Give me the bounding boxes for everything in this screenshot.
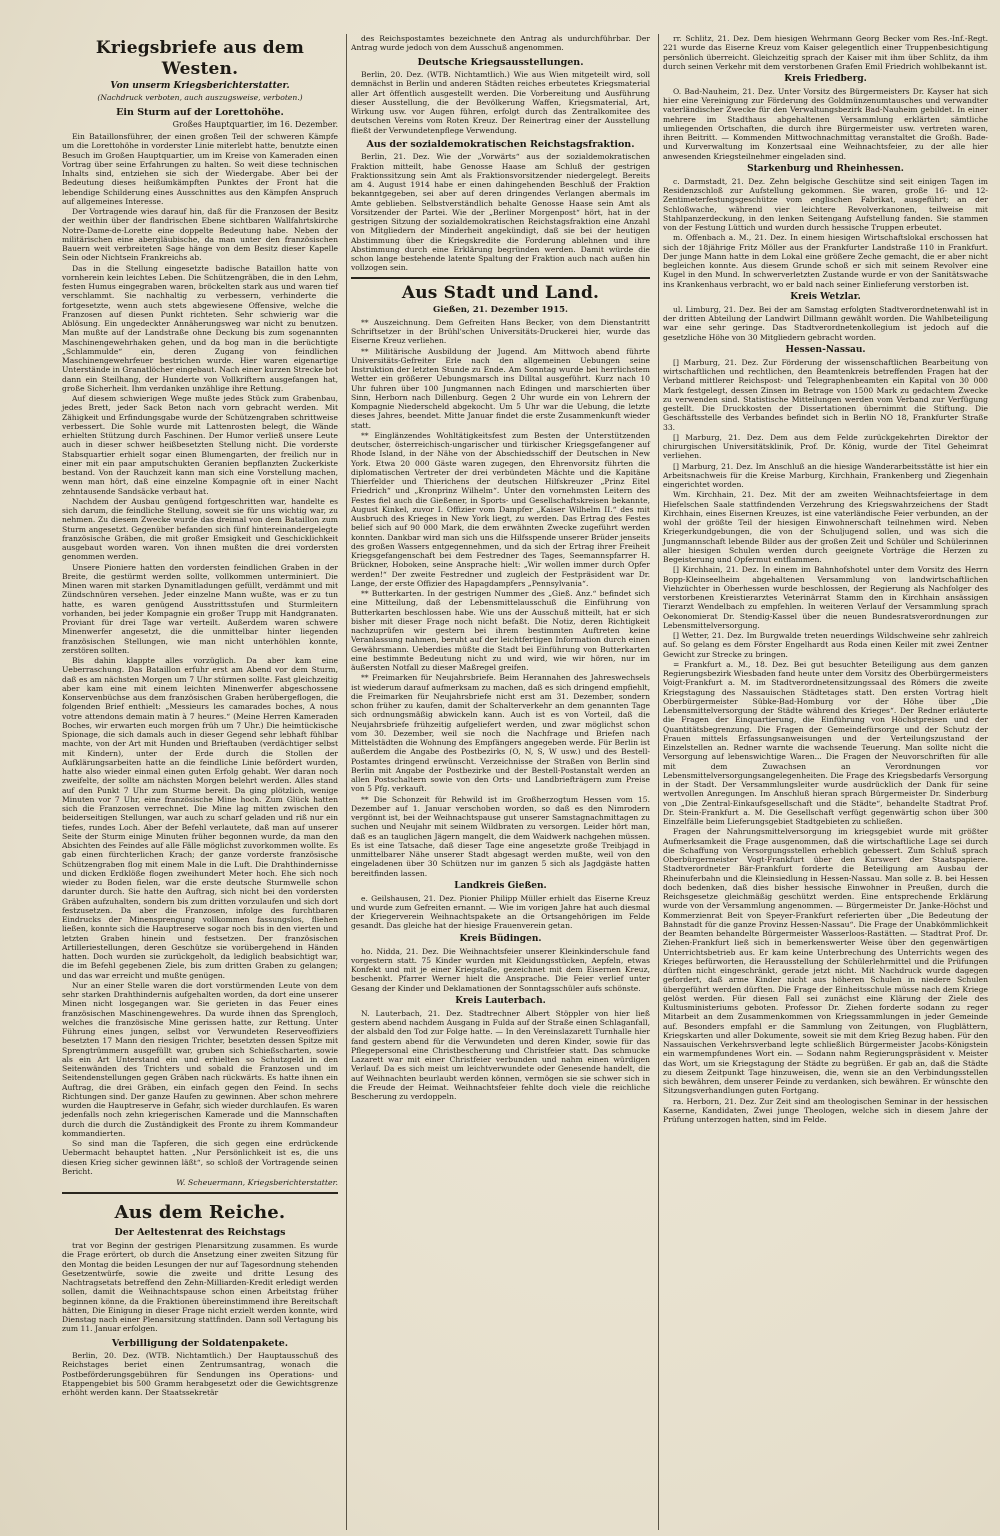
paragraph: Fragen der Nahrungsmittelversorgung im kriegsgebiet wurde mit größter Aufmerksamkeit die Frage ausgenommen, daß die wirtschaftliche Lage sei durch die Schaffung von Versorgungsstellen erheblich gebessert. Zum Schluß sprach Oberbürgermeister Vogt-Frankfurt über den Kurswert der Staatspapiere. Stadtverordneter Bär-Frankfurt forderte die Beteiligung am Ausbau der Rheinuferbahn und die Kleinsiedlung in Hessen-Nassau. Man solle z. B. bei Hessen doch bedenken, daß dies bisher hessische Einwohner in Preußen, durch die Reichsgesetze gleichmäßig geschützt werden. Eine entsprechende Erklärung wurde von der Versammlung angenommen. — Bürgermeister Dr. Janke-Höchst und Kommerzienrat Beit von Speyer-Frankfurt referierten über „Die Bedeutung der Bahnstadt für die ganze Provinz Hessen-Nassau“. Die Frage der Unabkömmlichkeit der Beamten behandelte Bürgermeister Wasserloos-Rastätten. — Stadtrat Prof. Dr. Ziehen-Frankfurt ließ sich in bemerkenswerter Weise über den gegenwärtigen Unterrichtsbetrieb aus. Er kam keine Unterbrechung des Unterrichts wegen des Krieges befürworten, die Herausstellung der Schülerlehrmittel und die Prüfungen dürften nicht eingeschränkt, gerade jetzt nicht. Mit Nachdruck wurde dagegen gefordert, daß arme Kinder nicht aus höheren Schulen in niedere Schulen übergeführt werden dürften. Die Frage der Einheitsschule müsse nach dem Kriege gelöst werden. Für diesen Fall sei zunächst eine Klärung der Ziele des Kultusministeriums geboten. Professor Dr. Ziehen forderte sodann zu reger Mitarbeit an dem Zusammenkommen von Kriegssammlungen in jeder Gemeinde auf. Besonders empfahl er die Sammlung von Zeitungen, von Flugblättern, Kriegskarten und aller Dokumente, soweit sie mit dem Krieg Bezug haben. Für den Nassauischen Verkehrsverband legte schließlich Bürgermeister Jacobs-Königstein ein warmempfundenes Wort ein. — Sodann nahm Regierungspräsident v. Meister das Wort, um sie Kriegstagung der Städte zu begrüßen. Er gab an, daß die Städte zu diesem Zeitpunkt Tage hinzuweisen, die, wenn sie an den Verbindungsstellen sich bewähren, dem unserer Feinde zu verdanken, sich bewähren. Er wünschte den Sitzungsverhandlungen guten Fortgang.: [663, 827, 988, 1096]
paragraph: [] Marburg, 21. Dez. Im Anschluß an die hiesige Wanderarbeitsstätte ist hier ein Arbeitsnachweis für die Kreise Marburg, Kirchhain, Frankenberg und Ziegenhain eingerichtet worden.: [663, 461, 988, 490]
paragraph: c. Darmstadt, 21. Dez. Zehn belgische Geschütze sind seit einigen Tagen im Residenzschloß zur Aufstellung gekommen. Sie waren, große 16- und 12-Zentimeterfestungsgeschütze vom englischen Fabrikat, ausgeführt; an der Schloßwache, während vier leichtere Revolverkanonen, teilweise mit Stahlpanzerdeckung, in den lenken Seitengang Aufstellung fanden. Sie stammen von der Festung Lüttich und wurden durch hessische Truppen erbeutet.: [663, 176, 988, 233]
paragraph: N. Lauterbach, 21. Dez. Stadtrechner Albert Stöppler von hier ließ gestern abend nachdem Ausgang in Fulda auf der Straße einen Schlaganfall, der alsbald den Tod zur Folge hatte. — In den Vereinslazarett Turnhalle hier fand gestern abend für die Verwundeten und deren Kinder, sowie für das Pflegepersonal eine Christbescherung und Christfeier statt. Das schmucke Lazarett war mit einer Christfeier verbunden und nahm einen würdigen Verlauf. Da es sich meist um leichtverwundete oder Genesende handelt, die auf Weihnachten beurlaubt werden können, vermögen sie sie schwer sich in die Freude der Heimat. Weihnachtsfeier fehlte doch viele die reichliche Bescherung zu verdoppeln.: [351, 1008, 650, 1102]
paragraph: des Reichspostamtes bezeichnete den Antrag als undurchführbar. Der Antrag wurde jedoch von dem Ausschuß angenommen.: [351, 34, 650, 53]
paragraph: ra. Herborn, 21. Dez. Zur Zeit sind am theologischen Seminar in der hessischen Kaserne, Kandidaten, Zwei junge Theologen, welche sich in diesem Jahre der Prüfung unterzogen hatten, sind im Felde.: [663, 1096, 988, 1125]
kreis-heading: Kreis Wetzlar.: [790, 291, 861, 302]
section-title: Deutsche Kriegsausstellungen.: [417, 56, 584, 68]
paragraph: Unsere Pioniere hatten den vordersten feindlichen Graben in der Breite, die gestürmt werden sollte, vollkommen unterminiert. Die Minen waren mit starken Dynamitladungen gefüllt, verdämmt und mit Zündschnüren versehen. Jeder einzelne Mann wußte, was er zu tun hatte, es waren genügend Ausstrittsstufen und Sturmleitern vorhanden, bei jeder Kompagnie ein großer Trupp mit Handgranaten. Proviant für drei Tage war verteilt. Außerdem waren schwere Minenwerfer angesetzt, die die unmittelbar hinter liegenden französischen Stellungen, wie man nicht unterhöhlen konnte, zerstören sollten.: [62, 562, 338, 655]
signature: W. Scheuermann, Kriegsberichterstatter.: [176, 1178, 338, 1188]
paragraph: Ein Bataillonsführer, der einen großen Teil der schweren Kämpfe um die Lorettohöhe in vorderster Linie miterlebt hatte, benutzte einen Besuch im Großen Hauptquartier, um im Kreise von Kameraden einen Vortrag über seine Erfahrungen zu halten. So weit diese technischen Inhalts sind, entziehen sie sich der Wiedergabe. Aber bei der Bedeutung dieses heißumkämpften Punktes der Front hat die lebendige Schilderung eines Ausschnittes aus den Kämpfen Anspruch auf allgemeines Interesse.: [62, 132, 338, 206]
article-title: Ein Sturm auf der Lorettohöhe.: [116, 106, 284, 118]
column-1: [58, 34, 342, 1530]
paragraph: ho. Nidda, 21. Dez. Die Weihnachtsfeier unserer Kleinkinderschule fand vorgestern statt. 75 Kinder wurden mit Kleidungsstücken, Aepfeln, etwas Konfekt und mit je einer Kriegstaße, gezeichnet mit dem Eisernen Kreuz, beschenkt. Pfarrer Werner hielt die Ansprache. Die Feier verlief unter Gesang der Kinder und Deklamationen der Sonntagsschüler aufs schönste.: [351, 946, 650, 993]
paragraph: Nachdem der Ausbau genügend fortgeschritten war, handelte es sich darum, die feindliche Stellung, soweit sie für uns wichtig war, zu nehmen. Zu diesem Zwecke wurde das dreimal von dem Bataillon zum Sturm angesetzt. Gegenüber befanden sich fünf hintereinandergelegte französische Gräben, die mit großer Emsigkeit und Geschicklichkeit ausgebaut worden waren. Von ihnen mußten die drei vordersten genommen werden.: [62, 496, 338, 562]
paragraph: Wm. Kirchhain, 21. Dez. Mit der am zweiten Weihnachtsfeiertage in dem Hiefelschen Saale stattfindenden Verzehrung des Kriegswahrzeichens der Stadt Kirchhain, eines Eisernen Kreuzes, ist eine vaterländische Feier verbunden, an der wohl der größte Teil der hiesigen Einwohnerschaft teilnehmen wird. Neben Kriegerkundgebungen, die von der Schuljugend sollen, und was sich die Jungmannschaft lebende Bilder aus der großen Zeit und Schüler und Schülerinnen aller hiesigen Schulen werden durch geeignete Vorträge die Herzen zu Begeisterung und Opfermut entflammen.: [663, 490, 988, 565]
section-title: Verbilligung der Soldatenpakete.: [111, 1337, 289, 1349]
divider: [351, 277, 650, 279]
paragraph: Nur an einer Stelle waren die dort vorstürmenden Leute von dem sehr starken Drahthindernis aufgehalten worden, da dort eine unserer Minen nicht losgegangen war. Sie gerieten in das Feuer eines französischen Maschinengewehres. Da wurde ihnen das Sprengloch, welches die französische Mine gerissen hatte, zur Rettung. Unter Führung eines jungen, selbst vor Verwundeten Reserveoffiziers besetzten 17 Mann den riesigen Trichter, besetzten dessen Spitze mit Sprengtrümmern ausgefüllt war, gruben sich Schießscharten, sowie als ein Art Unterstand ein und erhielten so Schutzgeld in den Seitenwänden des Trichters und sobald die Franzosen und im Seitendenstellungen gegen Gräben nach rückwärts. Es hatte ihnen ein Auftrag, die drei Gräben, ein einfach gegen den Feind. In sechs Richtungen sind. Der ganze Haufen zu gewinnen. Aber schon mehrere wurden die Hauptreserve in Gefahr, sich wieder durchlaufen. Es waren jedenfalls noch zehn kriegerischen Kamerade und die Mannschaften durch die durch die Zuständigkeit des Fronte zu ihrem Kommandeur kommandierten.: [62, 980, 338, 1138]
paragraph: [] Marburg, 21. Dez. Zur Förderung der wissenschaftlichen Bearbeitung von wirtschaftlichen und rechtlichen, den Beamtenkreis betreffenden Fragen hat der Verband mittlerer Reichspost- und Telegraphenbeamten ein Kapital von 30 000 Mark festgelegt, dessen Zinsen im Betrage von 1500 Mark zu gedachtem Zwecke zu verwenden sind. Statistische Mitteilungen werden vom Verband zur Verfügung gestellt. Die Druckkosten der Dissertationen übernimmt die Stiftung. Die Geschäftsstelle des Verbandes befindet sich in Berlin NO 18, Frankfurter Straße 33.: [663, 357, 988, 432]
paragraph: = Frankfurt a. M., 18. Dez. Bei gut besuchter Beteiligung aus dem ganzen Regierungsbezirk Wiesbaden fand heute unter dem Vorsitz des Oberbürgermeisters Voigt-Frankfurt a. M. im Stadtverordnetensitzungssaal des Römers die zweite Kriegstagung des Nassauischen Städtetages statt. Den ersten Vortrag hielt Oberbürgermeister Sübke-Bad-Homburg vor der Höhe über „Die Lebensmittelversorgung der Städte während des Krieges“. Der Redner erläuterte die Fragen der Einquartierung, die Einführung von Höchstpreisen und der Quantitätsbegrenzung. Die Fragen der Gemeindefürsorge und der Schutz der Frauen mittels Erfassungsanweisungen und der Verteilungszustand der Einzelstellen an. Redner warnte die wachsende Teuerung. Man sollte nicht die Versorgung auf lebenswichtige Waren... Die Fragen der Neuvorschriften für alle mit dem Zuwachsen an Verordnungen vor Lebensmittelversorgungsangelegenheiten. Die Frage des Kriegsbedarfs Versorgung in der Stadt. Der Versammlungsleiter wurde ausdrücklich der Dank für seine wertvollen Anregungen. Im Anschluß hieran sprach Bürgermeister Dr. Sinderburg von „Die Zentral-Einkaufsgesellschaft und die Städte“, behandelte Stadtrat Prof. Dr. Stein-Frankfurt a. M. Die Gesellschaft verfügt gegenwärtig schon über 300 Einzelfälle beim Lieferungsgebiet Stadtgebieten zu schließen.: [663, 659, 988, 827]
paragraph: Auf diesem schwierigen Wege mußte jedes Stück zum Grabenbau, jedes Brett, jeder Sack Beton nach vorn gebracht werden. Mit Zähigkeit und Erfindungsgabe wurde der Schützengraben schrittweise verbessert. Die Sohle wurde mit Lattenrosten belegt, die Wände erhielten Stützung durch Faschinen. Der Humor verließ unsere Leute auch in dieser schwer heißbesetzten Stellung nicht. Die vorderste Stabsquartier erhielt sogar einen Blumengarten, der freilich nur in einer mit ein paar amputschukten Geranien bepflanzten Zuckerkiste bestand. Von der Rauchzeit kann man sich eine Vorstellung machen, wenn man hört, daß eine einzelne Kompagnie oft in einer Nacht zehntausende Sandsäcke verbaut hat.: [62, 394, 338, 496]
column-2: [346, 34, 654, 1530]
kreis-heading: Starkenburg und Rheinhessen.: [747, 163, 904, 174]
paragraph: So sind man die Tapferen, die sich gegen eine erdrückende Uebermacht behauptet hatten. „Nur Persönlichkeit ist es, die uns diesen Krieg sicher gewinnen läßt“, so schloß der Vortragende seinen Bericht.: [62, 1139, 338, 1176]
section-title: Aus der sozialdemokratischen Reichstagsfraktion.: [366, 138, 635, 150]
paragraph: ** Militärische Ausbildung der Jugend. Am Mittwoch abend führte Universitäts-Gefreiter Erle nach den allgemeinen Uebungen seine Instruktion der letzten Stunde zu Ende. Am Sonntag wurde bei herrlichstem Wetter ein größerer Uebungsmarsch ins Dilltal ausgeführt. Kurz nach 10 Uhr fuhren über 100 Jungmannen nach Edingen und marschierten über Sinn, Herborn nach Dillenburg. Gegen 2 Uhr wurde ein von Lehrern der Kompagnie Niederscheld abgekocht. Um 5 Uhr war die Uebung, die letzte dieses Jahres, beendet. Mitte Januar findet die erste Zusammenkunft wieder statt.: [351, 346, 650, 430]
kreis-heading: Kreis Büdingen.: [459, 933, 542, 944]
paragraph: [] Marburg, 21. Dez. Dem aus dem Felde zurückgekehrten Direktor der chirurgischen Universitätsklinik, Prof. Dr. König, wurde der Titel Geheimrat verliehen.: [663, 432, 988, 461]
paragraph: ** Die Schonzeit für Rehwild ist im Großherzogtum Hessen vom 15. Dezember auf 1. Januar verschoben worden, so daß es den Nimrodern vergönnt ist, bei der Weihnachtspause gut unserer Samstagnachmittagen zu suchen und Neujahr mit seinem Wildbraten zu versorgen. Leider hört man, daß es an tauglichen Jägern mangelt, die dem Waidwerk nachgehen müssen. Es ist eine Tatsache, daß dieser Tage eine angesetzte große Treibjagd in unmittelbarer Nähe unserer Stadt abgesagt werden mußte, weil von den eingeladenen über 30 Schützen nur im ganzen 5 sich als Jagdgäste hatten bereitfinden lassen.: [351, 794, 650, 878]
dateline: Gießen, 21. Dezember 1915.: [432, 305, 569, 316]
kreis-heading: Kreis Friedberg.: [784, 74, 867, 84]
paragraph: Der Vortragende wies darauf hin, daß für die Franzosen der Besitz der weithin über der flandrischen Ebene sichtbaren Wallfahrtskirche Notre-Dame-de-Lorette eine doppelte Bedeutung habe. Neben der militärischen eine abergläubische, da man unter den französischen Bauern weit verbreiteten Sage hänge von dem Besitz dieser Kapelle Sein oder Nichtsein Frankreichs ab.: [62, 207, 338, 263]
paragraph: e. Geilshausen, 21. Dez. Pionier Philipp Müller erhielt das Eiserne Kreuz und wurde zum Gefreiten ernannt. — Wie im vorigen Jahre hat auch diesmal der Kriegerverein Weihnachtspakete an die Ortsangehörigen im Felde gesandt. Das gleiche hat der hiesige Frauenverein getan.: [351, 893, 650, 931]
paragraph: Berlin, 20. Dez. (WTB. Nichtamtlich.) Der Hauptausschuß des Reichstages beriet einen Zentrumsantrag, wonach die Postbeförderungsgebühren für Sendungen ins Operations- und Etappengebiet bis 500 Gramm herabgesetzt oder die Gewichtsgrenze erhöht werden kann. Der Staatssekretär: [62, 1351, 338, 1398]
columns: [58, 34, 986, 1530]
headline-aus-dem-reiche: Aus dem Reiche.: [114, 1201, 286, 1223]
column-3: [658, 34, 992, 1530]
paragraph: Bis dahin klappte alles vorzüglich. Da aber kam eine Ueberraschung. Das Bataillon erfuhr erst am Abend vor dem Sturm, daß es am nächsten Morgen um 7 Uhr stürmen sollte. Fast gleichzeitig aber kam eine mit einem leichten Minenwerfer abgeschossene Konservenbüchse aus dem französischen Graben herübergeflogen, die folgenden Brief enthielt: „Messieurs les camarades boches, A nous votre attendons demain matin à 7 heures.“ (Meine Herren Kameraden Boches, wir erwarten euch morgen früh um 7 Uhr.) Die heimtückische Spionage, die sich damals auch in dieser Gegend sehr lebhaft fühlbar machte, von der Art mit Hunden und Brieftauben (verdächtiger selbst mit Kindern), unter der Erde durch die Stollen der Aufklärungsarbeiten hatte an die feindliche Linie befördert wurden, hatte also wieder einmal einen guten Erfolg gehabt. Wer daran noch zweifelte, der sollte am nächsten Morgen belehrt werden. Alles stand auf den Punkt 7 Uhr zum Sturme bereit. Da ging plötzlich, wenige Minuten vor 7 Uhr, eine französische Mine hoch. Zum Glück hatten sich die Franzosen verrechnet. Die Mine lag mitten zwischen den beiderseitigen Stellungen, war auch zu scharf geladen und riß nur ein tiefes, rundes Loch. Aber der Befehl verlautete, daß man auf unserer Seite der Sturm einige Minuten früher begonnen wurde, da man den Absichten des Feindes auf alle Fälle möglichst zuvorkommen wollte. Es gab einen fürchterlichen Krach; der ganze vorderste französische Schützengraben flog mit einem Male in die Luft. Die Drahthindernisse und dicken Erdklöße flogen zweihundert Meter hoch. Ehe sich noch wieder zu Boden fielen, war die erste deutsche Sturmwelle schon darunter durch. Sie hatte den Auftrag, sich nicht bei den vordersten Gräben aufzuhalten, sondern bis zum dritten vorzulaufen und sich dort festzusetzen. Da aber die Franzosen, infolge des furchtbaren Eindrucks der Minensprengung vollkommen fassungslos, fliehen ließen, konnte sich die Hauptreserve sogar noch bis in den vierten und letzten Graben hinein und festsetzen. Der französischen Artilleriestellungen, deren Geschütze sie vorübergehend in Händen hatten. Doch wurden sie zurückgeholt, da lediglich beabsichtigt war, die im Befehl gegebenen Ziele, bis zum dritten Graben zu gelangen; und das war erreicht und mußte genügen.: [62, 656, 338, 980]
kreis-heading: Landkreis Gießen.: [454, 880, 547, 891]
divider: [62, 1192, 338, 1194]
paragraph: Berlin, 20. Dez. (WTB. Nichtamtlich.) Wie aus Wien mitgeteilt wird, soll demnächst in Berlin und anderen Städten reiches erbeutetes Kriegsmaterial aller Art öffentlich ausgestellt werden. Die Vorbereitung und Ausführung dieser Ausstellung, die der Bevölkerung Waffen, Kriegsmaterial, Art, Wirkung usw. vor Augen führen, erfolgt durch das Zentralkomitee des deutschen Vereins vom Roten Kreuz. Der Reinertrag einer der Ausstellung fließt der Verwundetenpflege Verwendung.: [351, 70, 650, 135]
headline-aus-stadt-und-land: Aus Stadt und Land.: [401, 282, 600, 303]
paragraph: [] Wetter, 21. Dez. Im Burgwalde treten neuerdings Wildschweine sehr zahlreich auf. So gelang es dem Förster Engelhardt aus Roda einen Keiler mit zwei Zentner Gewicht zur Strecke zu bringen.: [663, 631, 988, 659]
paragraph: rr. Schlitz, 21. Dez. Dem hiesigen Wehrmann Georg Becker vom Res.-Inf.-Regt. 221 wurde das Eiserne Kreuz vom Kaiser gelegentlich einer Truppenbesichtigung persönlich überreicht. Gleichzeitig sprach der Kaiser mit ihm über Schlitz, da ihm durch seinen Verkehr mit dem verstorbenen Grafen Emil Friedrich wohlbekannt ist.: [663, 34, 988, 71]
kreis-heading: Hessen-Nassau.: [785, 344, 866, 355]
dateline: Großes Hauptquartier, im 16. Dezember.: [172, 120, 338, 130]
paragraph: O. Bad-Nauheim, 21. Dez. Unter Vorsitz des Bürgermeisters Dr. Kayser hat sich hier eine Vereinigung zur Förderung des Goldmünzenumtausches und verwandter vaterländischer Zwecke für den Verwaltungsbezirk Bad-Nauheim gebildet. In einer mehrere im Stadthaus abgehaltenen Versammlung erklärten sämtliche umliegenden Ortschaften, die durch ihre Bürgermeister usw. vertreten waren, ihren Beitritt. — Kommenden Mittwochnachmittag veranstaltet die Großh. Bade- und Kurverwaltung im Konzertsaal eine Weihnachtsfeier, zu der alle hier anwesenden Kriegsteilnehmer eingeladen sind.: [663, 86, 988, 161]
paragraph: trat vor Beginn der gestrigen Plenarsitzung zusammen. Es wurde die Frage erörtert, ob durch die Ansetzung einer zweiten Sitzung für den Montag die beiden Lesungen der nur auf Tagesordnung stehenden Gesetzentwürfe, sowie die zweite und dritte Lesung des Nachtragsetats betreffend den Zehn-Milliarden-Kredit erledigt werden sollen, damit die Weihnachtspause schon einen Arbeitstag früher beginnen könne, da die Fraktionen übereinstimmend ihre Bereitschaft hätten, Die Einigung in dieser Frage nicht erzielt werden konnte, wird Dienstag nach einer Plenarsitzung stattfinden. Dann soll Vertagung bis zum 11. Januar erfolgen.: [62, 1241, 338, 1334]
paragraph: ul. Limburg, 21. Dez. Bei der am Samstag erfolgten Stadtverordnetenwahl ist in der dritten Abteilung der Landwirt Dillmann gewählt worden. Die Wahlbeteiligung war eine sehr geringe. Das Stadtverordnetenkollegium ist jedoch auf die gesetzliche Höhe von 30 Mitgliedern gebracht worden.: [663, 304, 988, 342]
paragraph: m. Offenbach a. M., 21. Dez. In einem hiesigen Wirtschaftslokal erschossen hat sich der 18jährige Fritz Möller aus der Frankfurter Landstraße 110 in Frankfurt. Der junge Mann hatte in dem Lokal eine größere Zeche gemacht, die er aber nicht begleichen konnte. Aus diesem Grunde schoß er sich mit seinem Revolver eine Kugel in den Mund. In schwerverletzten Zustande wurde er von der Sanitätswache ins Krankenhaus verbracht, wo er bald nach seiner Einlieferung verstorben ist.: [663, 233, 988, 289]
headline-kriegsbriefe: Kriegsbriefe aus dem Westen.: [95, 38, 305, 79]
kreis-heading: Kreis Lauterbach.: [455, 995, 546, 1006]
paragraph: ** Freimarken für Neujahrsbriefe. Beim Herannahen des Jahreswechsels ist wiederum darauf aufmerksam zu machen, daß es sich dringend empfiehlt, die Freimarken für Neujahrsbriefe nicht erst am 31. Dezember, sondern schon früher zu kaufen, damit der Schalterverkehr an dem genannten Tage sich ordnungsmäßig abwickeln kann. Auch ist es von Vorteil, daß die Neujahrsbriefe frühzeitig aufgeliefert werden, und zwar möglichst schon vom 30. Dezember, weil sie noch die Nachfrage und Briefen nach Mittelstädten die Wohnung des Empfängers angegeben werde. Für Berlin ist außerdem die Angabe des Postbezirks (O, N, S, W usw.) und des Bestell-Postamtes dringend erwünscht. Verzeichnisse der Straßen von Berlin sind Berlin mit Angabe der Postbezirke und der Bestell-Postanstalt werden an allen Postschaltern sowie von den Orts- und Landbriefträgern zum Preise von 5 Pfg. verkauft.: [351, 673, 650, 794]
paragraph: ** Auszeichnung. Dem Gefreiten Hans Becker, von dem Dienstantritt Schriftsetzer in der Brühl'schen Universitäts-Druckerei hier, wurde das Eiserne Kreuz verliehen.: [351, 317, 650, 346]
paragraph: ** Einglänzendes Wohltätigkeitsfest zum Besten der Unterstützenden deutscher, österreichisch-ungarischer und türkischer Kriegsgefangener auf Rhode Island, in der Nähe von der Abschiedsschiff der Deutschen in New York. Etwa 20 000 Gäste waren zugegen, den Ehrenvorsitz führten die diplomatischen Vertreter der drei verbündeten Mächte und die Kapitäne Thierfelder und Thierichens der deutschen Hilfskreuzer „Prinz Eitel Friedrich“ und „Kronprinz Wilhelm“. Unter den vornehmsten Leitern des Festes fiel auch die Gießener, in Sports- und Gesellschaftskreisen bekannte, August Kinkel, zuvor I. Offizier vom Dampfer „Kaiser Wilhelm II.“ des mit Ausbruch des Krieges in New York liegt, zu werden. Das Ertrag des Festes belief sich auf 90 000 Mark, die dem erwähnten Zwecke zugeführt werden konnten. Dankbar wird man sich uns die Hilfsspende unserer Brüder jenseits des großen Wassers entgegennehmen, und da sich der Ertrag ihrer Freiheit Kriegsgefangenschaft bei dem Festredner des Tages, Seemannspfarrer H. Brückner, Hoboken, seine Ansprache hielt: „Wir wollen immer durch Opfer werden!“ Der zweite Festredner und zugleich der Festpräsident war Dr. Lange, der erste Offizier des Hapagdampfers „Pennsylvania“.: [351, 430, 650, 588]
paragraph: ** Butterkarten. In der gestrigen Nummer des „Gieß. Anz.“ befindet sich eine Mitteilung, daß der Lebensmittelausschuß die Einführung von Butterkarten beschlossen habe. Wie uns der Ausschuß mitteilt, hat er sich bisher mit dieser Frage noch nicht befaßt. Die Notiz, deren Richtigkeit nachzuprüfen wir gestern bei ihrem bestimmten Auftreten keine Veranlassung nahmen, beruht auf der leichtfertigen Information durch einen Gewährsmann. Ueberdies müßte die Stadt bei Einführung von Butterkarten eine bestimmte Bedeutung nicht zu und wird, wie wir hören, nur im äußersten Notfall zu dieser Maßregel greifen.: [351, 589, 650, 672]
subhead: Von unserm Kriegsberichterstatter.: [110, 81, 290, 92]
paragraph: [] Kirchhain, 21. Dez. In einem im Bahnhofshotel unter dem Vorsitz des Herrn Bopp-Kleinseelheim abgehaltenen Versammlung von landwirtschaftlichen Viehzüchter in Oberhessen wurde beschlossen, der Regierung als Nachfolger des verstorbenen Kreistierarztes Veterinärrat Stamm den in Kirchhain ansässigen Tierarzt Wendelbach zu empfehlen. In weiteren Verlauf der Versammlung sprach Oekonomierat Dr. Stendig-Kassel über die neuen Bundesratsverordnungen zur Lebensmittelversorgung.: [663, 565, 988, 630]
section-title: Der Aeltestenrat des Reichstags: [114, 1227, 286, 1239]
paragraph: Das in die Stellung eingesetzte badische Bataillon hatte von vornherein kein leichtes Leben. Die Schützengräben, die in den Lehm, festen Humus eingegraben waren, bröckelten stark aus und waren tief verschlammt. Sie nachhaltig zu verbessern, verhinderte die fortgesetzte, wenn auch stets abgewiesene Offensive, welche die Franzosen auf diesen Punkt richteten. Sehr schwierig war die Ablösung. Ein ungedeckter Annäherungsweg war nicht zu benutzen. Man mußte auf der Landstraße ohne Deckung bis zum sogenannten Maschinengewehrhaken gehen, und da bog man in die berüchtigte „Schlammulde“ ein, deren Zugang von feindlichen Maschinengewehrfeuer bestrichen wurde. Hier waren eigenartige Unterstände in Granatlöcher eingebaut. Nach einer kurzen Strecke bot dann ein Steilhang, der Hunderte von Vollkriftern ausgefangen hat, große Sicherheit. Ihm verdanken unzählige ihre Rettung.: [62, 263, 338, 393]
reprint-note: (Nachdruck verboten, auch auszugsweise, verboten.): [97, 93, 303, 103]
paragraph: Berlin, 21. Dez. Wie der „Vorwärts“ aus der sozialdemokratischen Fraktion mitteilt, habe Genosse Haase am Schluß der gestrigen Fraktionssitzung sein Amt als Fraktionsvorsitzender niedergelegt. Bereits am 4. August 1914 habe er einen dahingehenden Beschluß der Fraktion bekanntgegeben, sei aber auf deren dringendes Verlangen abermals im Amte geblieben. Selbstverständlich behalte Genosse Haase sein Amt als Vorsitzender der Partei. Wie der „Berliner Morgenpost“ hört, hat in der gestrigen Sitzung der sozialdemokratischen Reichstagsfraktion eine Anzahl von Mitgliedern der Minderheit angekündigt, daß sie bei der heutigen Abstimmung über die Kriegskredite die Forderung ablehnen und ihre Abstimmung durch eine Erklärung begründen werden. Damit würde die schon lange bestehende latente Spaltung der Fraktion auch nach außen hin vollzogen sein.: [351, 152, 650, 273]
